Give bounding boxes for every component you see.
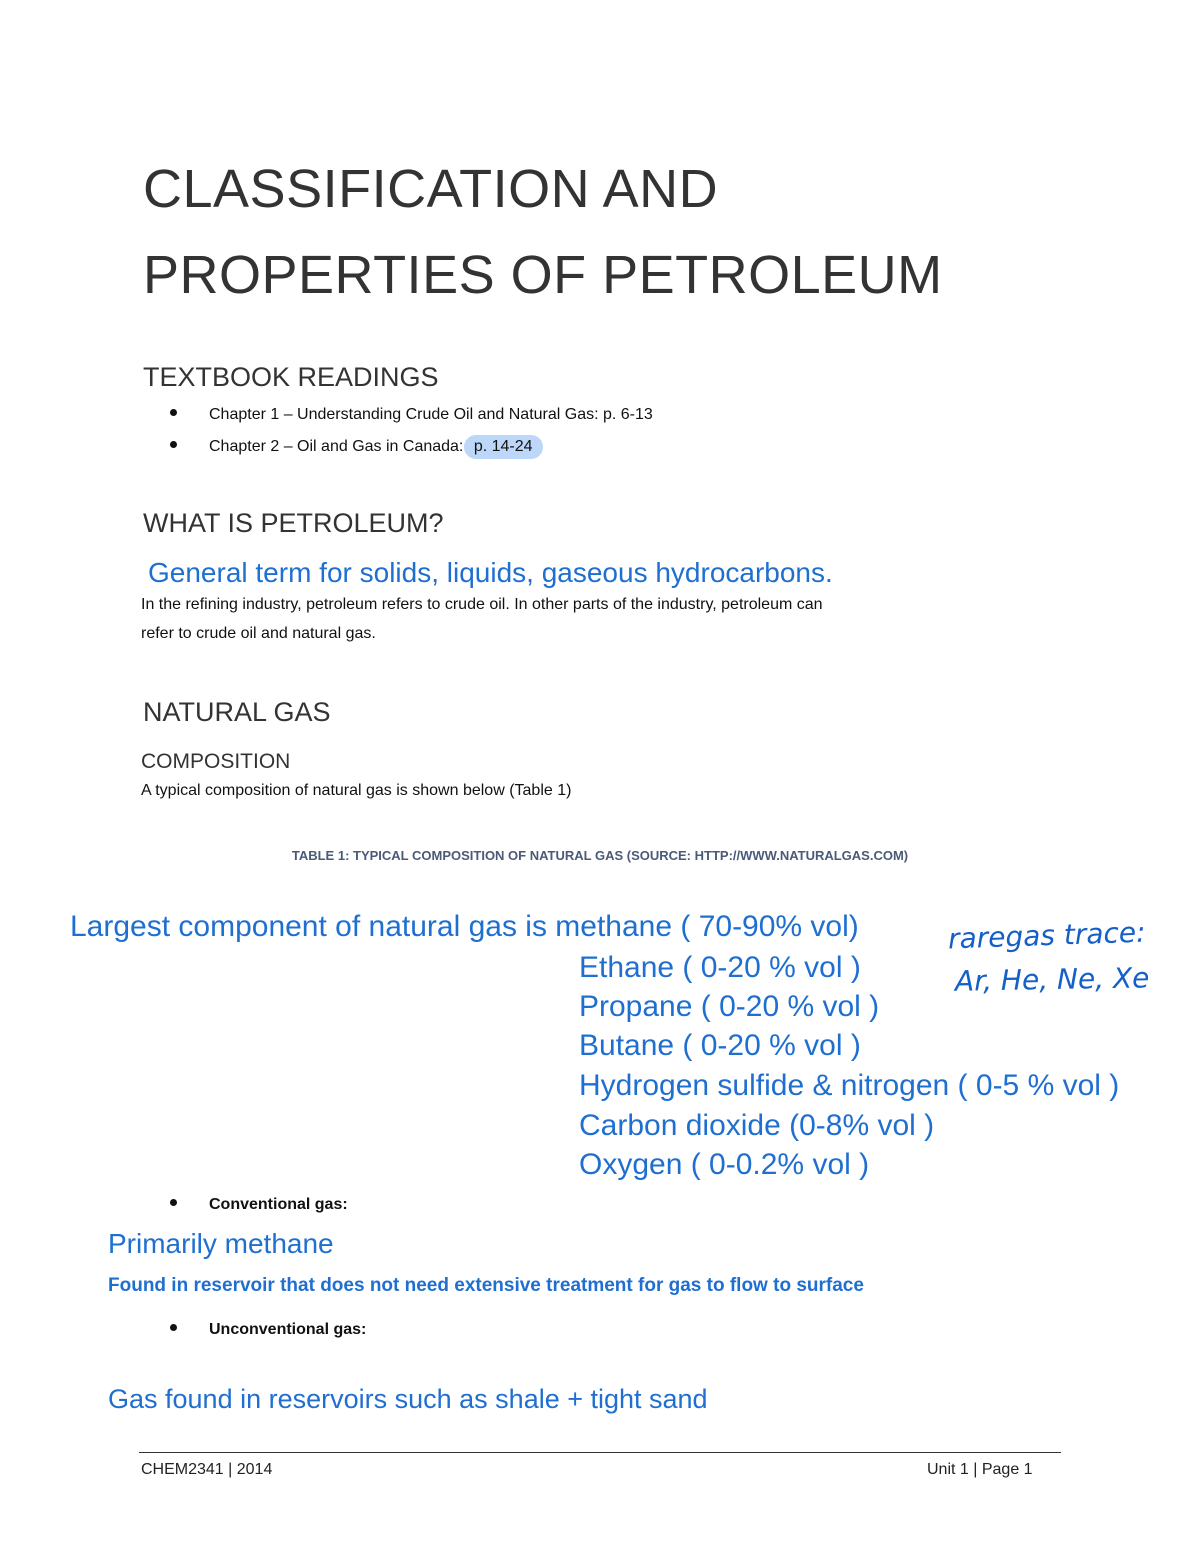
unconventional-bullet [170, 1322, 366, 1338]
bullet-icon [170, 1199, 177, 1206]
component-ethane: Ethane ( 0-20 % vol ) [579, 951, 861, 984]
footer-right: Unit 1 | Page 1 [927, 1461, 1033, 1478]
bullet-icon [170, 441, 177, 448]
reading-item-2-text: Chapter 2 – Oil and Gas in Canada: [209, 438, 464, 455]
conventional-label: Conventional gas: [209, 1196, 348, 1213]
component-oxygen: Oxygen ( 0-0.2% vol ) [579, 1148, 870, 1181]
conventional-bullet [170, 1197, 348, 1213]
handwritten-reservoir-note: Found in reservoir that does not need extensive treatment for gas to flow to surface [108, 1275, 864, 1296]
composition-subheading: COMPOSITION [141, 750, 291, 773]
handwritten-methane: Largest component of natural gas is methane ( 70-90% vol) [70, 910, 859, 943]
highlighted-pages: p. 14-24 [464, 435, 543, 459]
component-propane: Propane ( 0-20 % vol ) [579, 990, 880, 1023]
what-body-line1: In the refining industry, petroleum refers to crude oil. In other parts of the industry, petroleum can [141, 596, 823, 613]
what-heading: WHAT IS PETROLEUM? [143, 508, 444, 538]
composition-body: A typical composition of natural gas is shown below (Table 1) [141, 782, 572, 799]
readings-heading: TEXTBOOK READINGS [143, 362, 439, 392]
handwritten-primarily-methane: Primarily methane [108, 1228, 334, 1259]
unconventional-label: Unconventional gas: [209, 1321, 367, 1338]
component-h2s-nitrogen: Hydrogen sulfide & nitrogen ( 0-5 % vol ) [579, 1069, 1120, 1102]
component-co2: Carbon dioxide (0-8% vol ) [579, 1109, 935, 1142]
handwritten-definition: General term for solids, liquids, gaseous hydrocarbons. [148, 557, 833, 588]
reading-item-2 [170, 435, 543, 459]
footer-left: CHEM2341 | 2014 [141, 1461, 273, 1478]
bullet-icon [170, 409, 177, 416]
natural-gas-heading: NATURAL GAS [143, 697, 331, 727]
table-caption: TABLE 1: TYPICAL COMPOSITION OF NATURAL GAS (SOURCE: HTTP://WWW.NATURALGAS.COM) [291, 848, 909, 863]
what-body-line2: refer to crude oil and natural gas. [141, 625, 376, 642]
document-title-line2: PROPERTIES OF PETROLEUM [143, 245, 943, 305]
pen-note-line1: raregas trace: [947, 915, 1147, 956]
reading-item-1 [170, 407, 653, 423]
reading-item-1-text: Chapter 1 – Understanding Crude Oil and Natural Gas: p. 6-13 [209, 406, 653, 423]
component-butane: Butane ( 0-20 % vol ) [579, 1029, 861, 1062]
footer-divider [139, 1452, 1061, 1453]
pen-note-line2: Ar, He, Ne, Xe [954, 961, 1150, 998]
handwritten-unconventional-note: Gas found in reservoirs such as shale + tight sand [108, 1384, 708, 1414]
document-title-line1: CLASSIFICATION AND [143, 159, 719, 219]
bullet-icon [170, 1324, 177, 1331]
